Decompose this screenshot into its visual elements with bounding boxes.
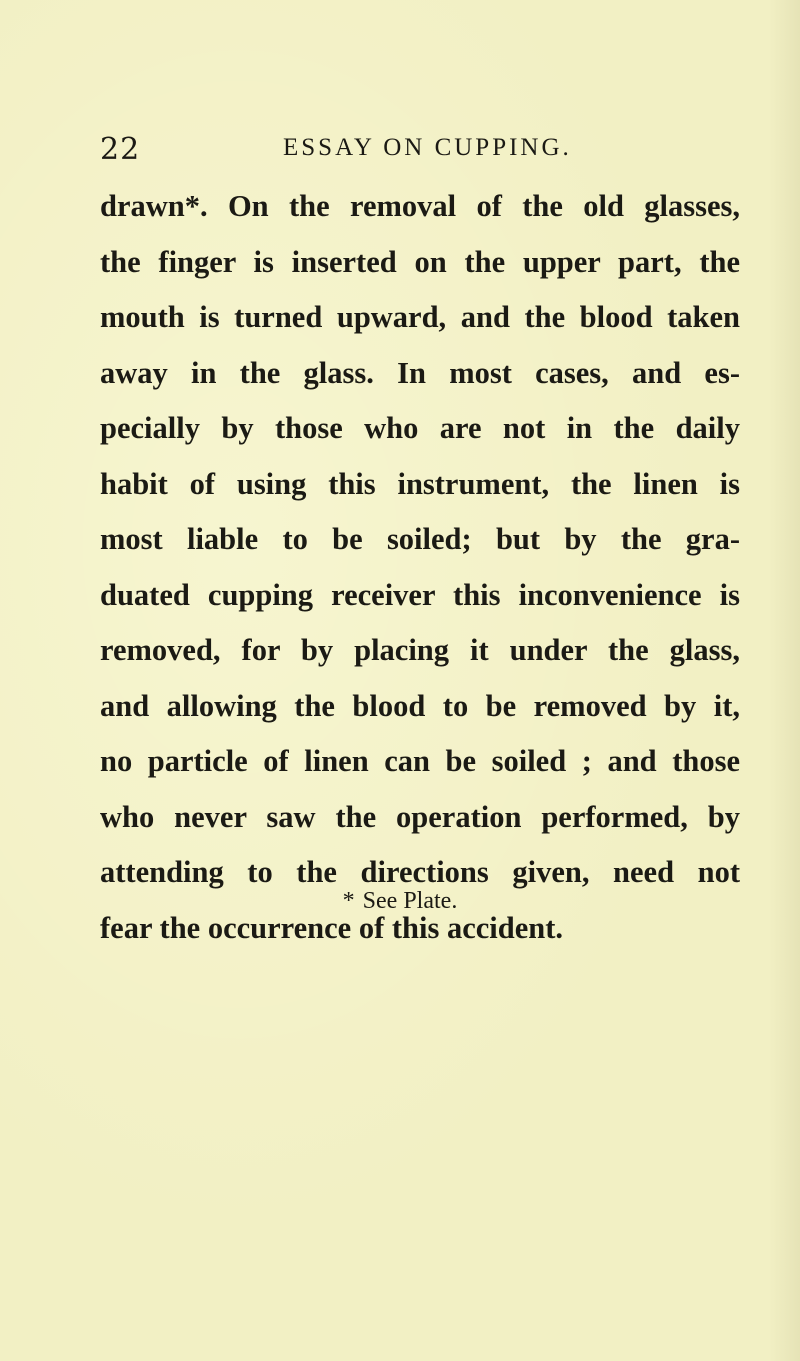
text-line: drawn*. On the removal of the old glasses, [100,189,740,223]
text-line: the finger is inserted on the upper part, the [100,244,740,279]
running-title: ESSAY ON CUPPING. [283,134,572,161]
page-number: 22 [100,132,141,167]
text-line: mouth is turned upward, and the blood taken [100,300,740,334]
text-line: habit of using this instrument, the linen is [100,466,740,501]
text-line: most liable to be soiled; but by the gra- [100,522,740,556]
footnote [0,888,800,915]
text-line: who never saw the operation performed, by [100,799,740,834]
text-line: pecially by those who are not in the daily [100,411,740,445]
text-line: and allowing the blood to be removed by it, [100,688,740,723]
footnote-mark: * [342,888,355,914]
text-line: away in the glass. In most cases, and es- [100,355,740,390]
text-line: attending to the directions given, need not [100,855,740,889]
body-text [100,179,740,956]
text-line: removed, for by placing it under the glass, [100,633,740,667]
text-line: no particle of linen can be soiled ; and those [100,744,740,778]
footnote-text: See Plate. [362,888,458,914]
text-line: fear the occurrence of this accident. [100,910,564,945]
running-head [100,132,700,172]
text-line: duated cupping receiver this inconvenience is [100,577,740,612]
